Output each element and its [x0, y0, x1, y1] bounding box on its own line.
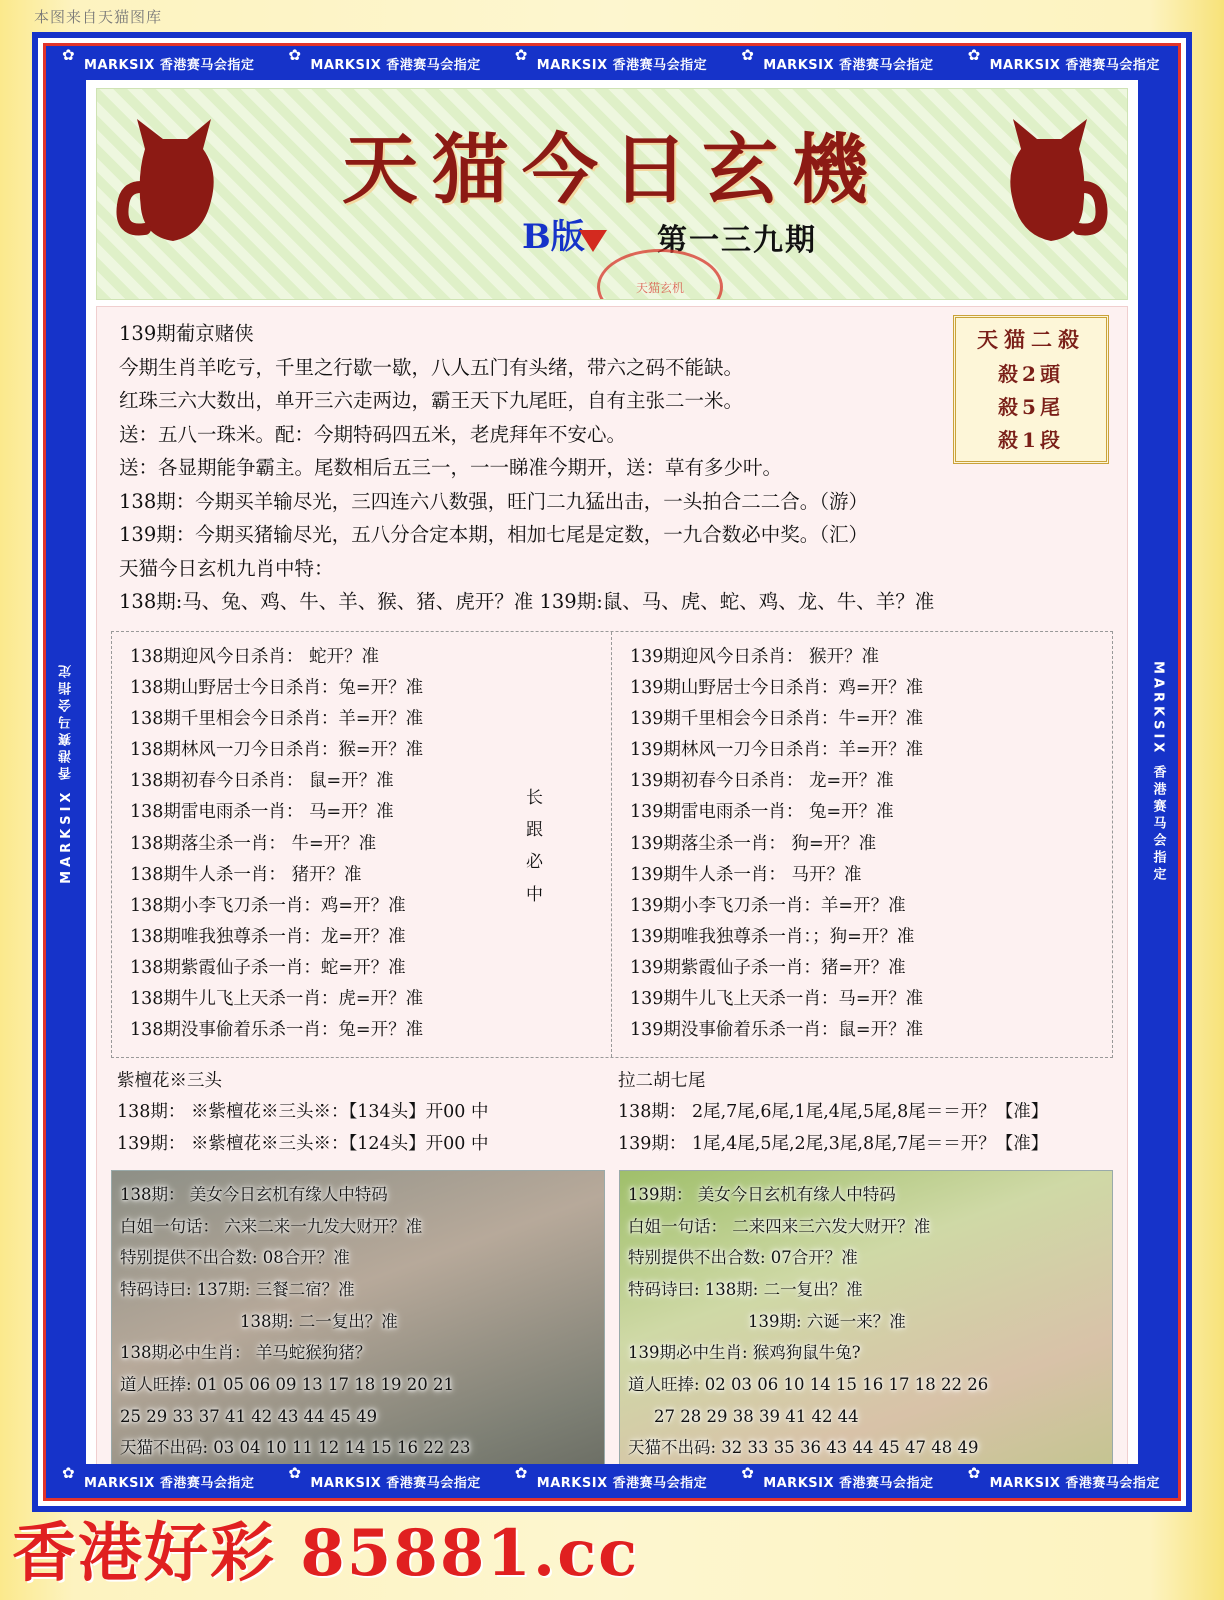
kill-list-table	[111, 631, 1113, 1058]
three-head-row: 138期： ※紫檀花※三头※：【134头】开00 中	[117, 1102, 489, 1123]
photo-line: 白姐一句话： 六来二来一九发大财开？准	[120, 1216, 423, 1236]
kill-list-139	[612, 632, 1112, 1057]
kill-list-item: 138期唯我独尊杀一肖：龙=开？准	[130, 927, 406, 948]
marksix-label: MARKSIX 香港赛马会指定	[310, 57, 481, 73]
kill-list-item: 139期山野居士今日杀肖：鸡=开？准	[630, 677, 924, 698]
photo-block-138	[111, 1170, 605, 1464]
middle-note-char: 必	[526, 852, 543, 873]
photo-blocks	[111, 1170, 1113, 1464]
photo-line: 138期: 二一复出？准	[240, 1311, 398, 1331]
kill-list-item: 138期迎风今日杀肖： 蛇开？准	[130, 646, 379, 667]
flower-icon	[970, 1474, 984, 1488]
top-note: 本图来自天猫图库	[34, 8, 163, 26]
flower-icon	[517, 1474, 531, 1488]
marksix-banner-right	[1138, 80, 1178, 1464]
kill-list-middle-note	[526, 782, 543, 911]
poem-heading: 139期葡京赌侠	[119, 322, 254, 345]
three-head-title: 紫檀花※三头	[117, 1070, 222, 1091]
flower-icon	[64, 1474, 78, 1488]
photo-line: 139期: 六诞一来？准	[748, 1311, 906, 1331]
marksix-label: MARKSIX 香港赛马会指定	[536, 57, 708, 73]
marksix-banner-top	[46, 46, 1178, 80]
flower-icon	[517, 56, 531, 70]
poem-line: 今期生肖羊吃亏，千里之行歇一歇，八人五门有头绪，带六之码不能缺。	[119, 355, 744, 379]
poster-frame-inner	[43, 43, 1181, 1501]
three-head-row: 139期： ※紫檀花※三头※：【124头】开00 中	[117, 1133, 489, 1154]
marksix-label: MARKSIX 香港赛马会指定	[989, 57, 1160, 73]
poem-line: 天猫今日玄机九肖中特：	[119, 556, 334, 580]
photo-line: 139期必中生肖: 猴鸡狗鼠牛兔?	[628, 1343, 861, 1363]
photo-text-138	[120, 1179, 596, 1464]
photo-line: 天猫不出码: 32 33 35 36 43 44 45 47 48 49	[628, 1438, 979, 1458]
photo-line: 白姐一句话： 二来四来三六发大财开？准	[628, 1216, 931, 1236]
photo-line: 138期必中生肖： 羊马蛇猴狗猪？	[120, 1343, 372, 1363]
site-watermark: 香港好彩 85881.cc	[12, 1516, 640, 1591]
side-label: MARKSIX 香港赛马会指定	[58, 660, 74, 884]
cat-icon	[115, 109, 235, 259]
marksix-banner-bottom	[46, 1464, 1178, 1498]
marksix-label: MARKSIX 香港赛马会指定	[310, 1475, 481, 1491]
kill-list-item: 138期没事偷着乐杀一肖：兔=开？准	[130, 1020, 424, 1041]
page-title: 天猫今日玄機	[342, 125, 882, 214]
photo-line: 25 29 33 37 41 42 43 44 45 49	[120, 1406, 378, 1426]
poster-header	[96, 88, 1128, 300]
kill-list-item: 138期初春今日杀肖： 鼠=开？准	[130, 771, 394, 792]
photo-line: 138期： 美女今日玄机有缘人中特码	[120, 1185, 388, 1205]
kill-list-item: 139期牛人杀一肖： 马开？准	[630, 864, 862, 885]
flower-icon	[743, 1474, 757, 1488]
flower-icon	[970, 56, 984, 70]
version-badge	[522, 209, 607, 258]
kill-list-item: 139期迎风今日杀肖： 猴开？准	[630, 646, 879, 667]
marksix-label: MARKSIX 香港赛马会指定	[536, 1475, 708, 1491]
kill-list-item: 138期山野居士今日杀肖：兔=开？准	[130, 677, 424, 698]
sha-box-row: 殺1段	[998, 428, 1064, 452]
flower-icon	[743, 56, 757, 70]
issue-number: 第一三九期	[657, 223, 817, 258]
photo-line: 特码诗曰: 137期: 三餐二宿？准	[120, 1280, 355, 1300]
version-badge-label: B版	[522, 217, 585, 257]
kill-list-item: 139期没事偷着乐杀一肖：鼠=开？准	[630, 1020, 924, 1041]
middle-note-char: 跟	[526, 820, 543, 841]
sha-box-title: 天猫二殺	[977, 327, 1085, 352]
poster-content	[86, 80, 1138, 1464]
kill-list-item: 139期落尘杀一肖： 狗=开？准	[630, 833, 877, 854]
marksix-label: MARKSIX 香港赛马会指定	[763, 1475, 934, 1491]
kill-list-item: 139期雷电雨杀一肖： 兔=开？准	[630, 802, 894, 823]
poem-line: 138期：今期买羊输尽光，三四连六八数强，旺门二九猛出击，一头拍合二二合。（游）	[119, 489, 868, 513]
poem-line: 送：五八一珠米。配：今期特码四五米，老虎拜年不安心。	[119, 422, 627, 446]
kill-list-item: 139期紫霞仙子杀一肖：猪=开？准	[630, 958, 906, 979]
photo-line: 27 28 29 38 39 41 42 44	[654, 1406, 859, 1426]
kill-list-item: 138期千里相会今日杀肖：羊=开？准	[130, 709, 424, 730]
marksix-label: MARKSIX 香港赛马会指定	[84, 1475, 255, 1491]
photo-line: 道人旺捧: 02 03 06 10 14 15 16 17 18 22 26	[628, 1375, 989, 1395]
seven-tail-title: 拉二胡七尾	[618, 1070, 706, 1091]
seven-tail-row: 139期： 1尾,4尾,5尾,2尾,3尾,8尾,7尾＝＝开？【准】	[618, 1133, 1049, 1154]
poem-line: 红珠三六大数出，单开三六走两边，霸王天下九尾旺，自有主张二一米。	[119, 389, 744, 413]
triangle-icon	[579, 230, 607, 252]
poem-line: 138期:马、兔、鸡、牛、羊、猴、猪、虎开？准 139期:鼠、马、虎、蛇、鸡、龙、牛、羊？准	[119, 590, 935, 614]
side-label: MARKSIX 香港赛马会指定	[1150, 660, 1166, 884]
middle-note-char: 长	[526, 787, 543, 808]
kill-list-item: 138期紫霞仙子杀一肖：蛇=开？准	[130, 958, 406, 979]
photo-line: 道人旺捧: 01 05 06 09 13 17 18 19 20 21	[120, 1375, 454, 1395]
kill-list-item: 139期初春今日杀肖： 龙=开？准	[630, 771, 894, 792]
sha-box	[953, 315, 1109, 464]
flower-icon	[64, 56, 78, 70]
kill-list-item: 138期小李飞刀杀一肖：鸡=开？准	[130, 895, 406, 916]
stamp-seal: 天猫玄机	[597, 249, 723, 300]
photo-line: 特别提供不出合数: 08合开？准	[120, 1248, 350, 1268]
kill-list-item: 139期千里相会今日杀肖：牛=开？准	[630, 709, 924, 730]
poem-line: 139期：今期买猪输尽光，五八分合定本期，相加七尾是定数，一九合数必中奖。（汇）	[119, 523, 868, 547]
poem-line: 送：各显期能争霸主。尾数相后五三一，一一睇准今期开，送：草有多少叶。	[119, 456, 783, 480]
marksix-label: MARKSIX 香港赛马会指定	[763, 57, 934, 73]
flower-icon	[290, 1474, 304, 1488]
kill-list-item: 138期牛人杀一肖： 猪开？准	[130, 864, 362, 885]
kill-list-item: 138期林风一刀今日杀肖：猴=开？准	[130, 740, 424, 761]
cat-icon	[989, 109, 1109, 259]
kill-list-item: 139期唯我独尊杀一肖：；狗=开？准	[630, 927, 915, 948]
flower-icon	[290, 56, 304, 70]
kill-list-item: 139期林风一刀今日杀肖：羊=开？准	[630, 740, 924, 761]
sha-box-row: 殺5尾	[998, 395, 1064, 419]
three-head-block	[111, 1066, 612, 1161]
photo-text-139	[628, 1179, 1104, 1464]
poster-frame	[32, 32, 1192, 1512]
seven-tail-row: 138期： 2尾,7尾,6尾,1尾,4尾,5尾,8尾＝＝开？【准】	[618, 1102, 1049, 1123]
photo-line: 天猫不出码: 03 04 10 11 12 14 15 16 22 23	[120, 1438, 471, 1458]
head-tail-section	[111, 1066, 1113, 1161]
sha-box-row: 殺2頭	[998, 362, 1064, 386]
kill-list-item: 138期牛儿飞上天杀一肖：虎=开？准	[130, 989, 424, 1010]
photo-line: 139期： 美女今日玄机有缘人中特码	[628, 1185, 896, 1205]
poster-body	[96, 306, 1128, 1464]
marksix-banner-left	[46, 80, 86, 1464]
marksix-label: MARKSIX 香港赛马会指定	[989, 1475, 1160, 1491]
photo-line: 特别提供不出合数: 07合开？准	[628, 1248, 858, 1268]
kill-list-item: 139期小李飞刀杀一肖：羊=开？准	[630, 895, 906, 916]
seven-tail-block	[612, 1066, 1113, 1161]
photo-line: 特码诗曰: 138期: 二一复出？准	[628, 1280, 863, 1300]
kill-list-item: 138期落尘杀一肖： 牛=开？准	[130, 833, 377, 854]
photo-block-139	[619, 1170, 1113, 1464]
marksix-label: MARKSIX 香港赛马会指定	[84, 57, 255, 73]
middle-note-char: 中	[526, 884, 543, 905]
kill-list-item: 138期雷电雨杀一肖： 马=开？准	[130, 802, 394, 823]
kill-list-item: 139期牛儿飞上天杀一肖：马=开？准	[630, 989, 924, 1010]
